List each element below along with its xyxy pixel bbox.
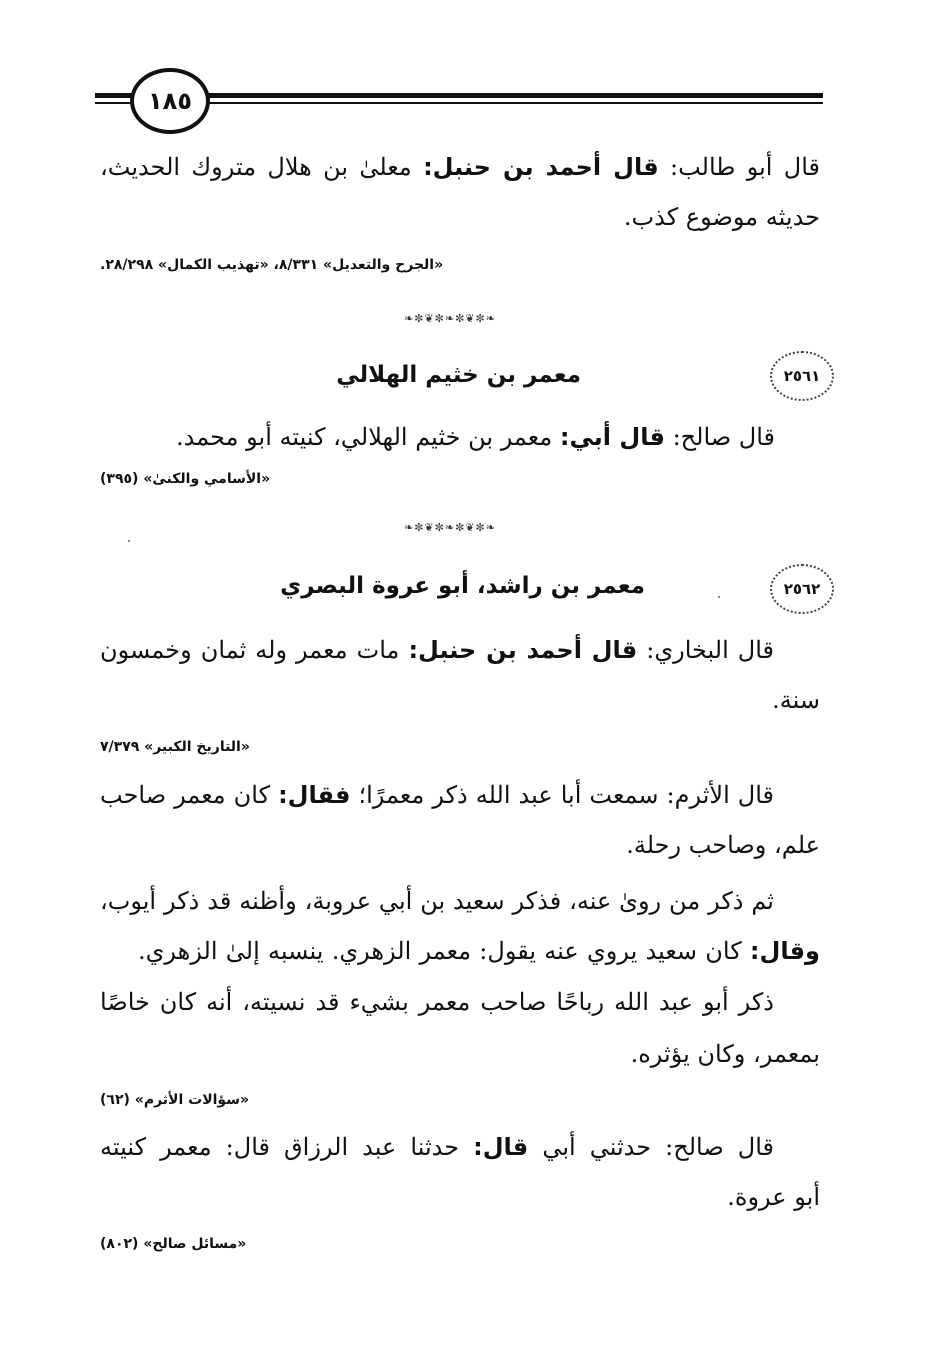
quote-lead: قال أحمد بن حنبل:	[408, 636, 638, 664]
page-number-badge	[130, 68, 210, 134]
entry-text: كان سعيد يروي عنه يقول: معمر الزهري. ينسبه إلىٰ الزهري.	[138, 937, 742, 965]
entry-number: ٢٥٦١	[783, 367, 821, 385]
entry-text: كان معمر صاحب	[100, 781, 271, 809]
quote-lead: وقال:	[749, 937, 820, 965]
entry-2562-p5-line-1	[100, 1130, 774, 1164]
page-number: ١٨٥	[148, 87, 192, 115]
entry-text: حدثنا عبد الرزاق قال: معمر كنيته	[100, 1133, 460, 1161]
speck	[718, 596, 720, 598]
header-rule-thick	[205, 93, 823, 98]
header-rule-thin	[205, 102, 823, 104]
entry-2562-p5-line-2: أبو عروة.	[727, 1183, 820, 1211]
entry-2562-source-2: «سؤالات الأثرم» (٦٢)	[100, 1092, 250, 1108]
entry-text: مات معمر وله ثمان وخمسون	[100, 636, 400, 664]
entry-2561-source: «الأسامي والكنىٰ» (٣٩٥)	[100, 471, 271, 487]
entry-2562-p4-line-1: ذكر أبو عبد الله رباحًا صاحب معمر بشيء قد نسيته، أنه كان خاصًا	[100, 988, 774, 1016]
entry-2562-source-3: «مسائل صالح» (٨٠٢)	[100, 1236, 247, 1252]
speck	[128, 540, 130, 542]
entry-2562-source-1: «التاريخ الكبير» ٧/٣٧٩	[100, 739, 250, 755]
intro-source: «الجرح والتعديل» ٨/٣٣١، «تهذيب الكمال» ٢٨/٢٩٨.	[100, 257, 444, 273]
entry-2562-p4-line-2: بمعمر، وكان يؤثره.	[630, 1040, 820, 1068]
section-ornament-2: ❧✼❦✼❧✼❦✼❧	[404, 521, 496, 534]
section-ornament-1: ❧✼❦✼❧✼❦✼❧	[404, 312, 496, 325]
entry-2561-line-1	[176, 420, 775, 454]
entry-text: قال صالح: حدثني أبي	[542, 1133, 775, 1161]
entry-text: معمر بن خثيم الهلالي، كنيته أبو محمد.	[176, 423, 553, 451]
header-rule-thin-left	[95, 102, 135, 104]
entry-2562-p2-line-1	[100, 778, 774, 812]
intro-quote-lead: قال أحمد بن حنبل:	[423, 153, 659, 181]
quote-lead: قال:	[473, 1133, 529, 1161]
entry-number-badge-2561	[770, 351, 834, 401]
speaker: قال البخاري:	[646, 636, 774, 664]
entry-number-badge-2562	[770, 564, 834, 614]
entry-title-2561: معمر بن خثيم الهلالي	[336, 362, 581, 388]
intro-text: معلىٰ بن هلال متروك الحديث،	[100, 153, 412, 181]
entry-2562-p3-line-2	[138, 934, 820, 968]
entry-number: ٢٥٦٢	[783, 580, 821, 598]
quote-lead: قال أبي:	[559, 423, 665, 451]
entry-2562-p1-line-2: سنة.	[772, 686, 820, 714]
entry-text: قال الأثرم: سمعت أبا عبد الله ذكر معمرًا؛	[358, 781, 774, 809]
intro-line-2: حديثه موضوع كذب.	[623, 203, 820, 231]
speaker: قال صالح:	[672, 423, 775, 451]
entry-2562-p1-line-1	[100, 633, 774, 667]
quote-lead: فقال:	[278, 781, 351, 809]
header-rule-thick-left	[95, 93, 135, 98]
intro-line-1	[100, 150, 820, 184]
entry-title-2562: معمر بن راشد، أبو عروة البصري	[280, 573, 645, 599]
entry-2562-p2-line-2: علم، وصاحب رحلة.	[626, 831, 820, 859]
entry-2562-p3-line-1: ثم ذكر من روىٰ عنه، فذكر سعيد بن أبي عروبة، وأظنه قد ذكر أيوب،	[100, 887, 774, 915]
intro-speaker: قال أبو طالب:	[670, 153, 820, 181]
